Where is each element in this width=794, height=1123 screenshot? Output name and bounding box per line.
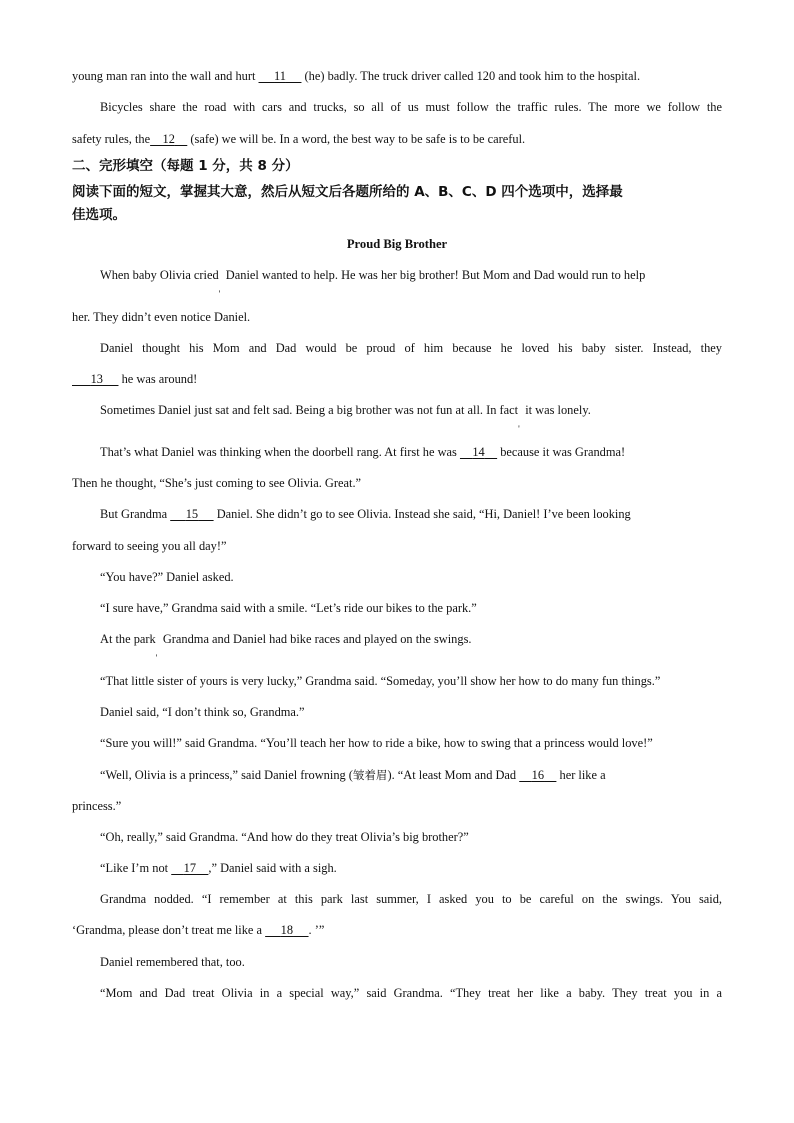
story-paragraph-13: “Oh, really,” said Grandma. “And how do they treat Olivia’s big brother?” bbox=[100, 830, 469, 844]
story-paragraph-4-line-1: That’s what Daniel was thinking when the doorbell rang. At first he was 14 because it was Grandma! bbox=[100, 445, 626, 459]
story-paragraph-3: Sometimes Daniel just sat and felt sad. Being a big brother was not fun at all. In fact it was lonely. bbox=[100, 403, 591, 417]
story-title: Proud Big Brother bbox=[346, 237, 448, 251]
story-paragraph-1-line-1: When baby Olivia cried Daniel wanted to help. He was her big brother! But Mom and Dad would run to help bbox=[100, 268, 646, 282]
blank-13: 13 bbox=[90, 372, 103, 386]
intro-line-3: safety rules, the 12 (safe) we will be. In a word, the best way to be safe is to be careful. bbox=[72, 132, 526, 146]
story-paragraph-4-line-2: Then he thought, “She’s just coming to see Olivia. Great.” bbox=[72, 476, 362, 490]
story-paragraph-12-line-2: princess.” bbox=[72, 799, 122, 813]
story-paragraph-12-line-1: “Well, Olivia is a princess,” said Daniel frowning (皱着眉). “At least Mom and Dad 16 her like a bbox=[100, 768, 606, 782]
story-paragraph-1-line-2: her. They didn’t even notice Daniel. bbox=[72, 310, 251, 324]
blank-11: 11 bbox=[274, 69, 286, 83]
story-paragraph-15-line-2: ‘Grandma, please don’t treat me like a 18 . ’” bbox=[72, 923, 325, 937]
story-paragraph-16: Daniel remembered that, too. bbox=[100, 955, 245, 969]
story-paragraph-2-line-2: 13 he was around! bbox=[72, 371, 722, 387]
story-paragraph-5-line-2: forward to seeing you all day!” bbox=[72, 539, 227, 553]
story-paragraph-7: “I sure have,” Grandma said with a smile. “Let’s ride our bikes to the park.” bbox=[100, 601, 477, 615]
story-paragraph-11: “Sure you will!” said Grandma. “You’ll teach her how to ride a bike, how to swing that a princess would love!” bbox=[100, 736, 653, 750]
story-paragraph-9: “That little sister of yours is very lucky,” Grandma said. “Someday, you’ll show her how to do many fun things.” bbox=[100, 674, 661, 688]
section-instruction-line-1: 阅读下面的短文，掌握其大意，然后从短文后各题所给的 A、B、C、D 四个选项中，选择最 bbox=[72, 184, 623, 200]
blank-16: 16 bbox=[531, 768, 545, 782]
story-paragraph-15-line-1: Grandma nodded. “I remember at this park last summer, I asked you to be careful on the swings. You said, bbox=[100, 892, 722, 906]
blank-15: 15 bbox=[185, 507, 199, 521]
intro-line-1: young man ran into the wall and hurt 11 (he) badly. The truck driver called 120 and took him to the hospital. bbox=[72, 69, 641, 83]
section-instruction-line-2: 佳选项。 bbox=[72, 207, 126, 223]
blank-14: 14 bbox=[472, 445, 485, 459]
story-paragraph-17: “Mom and Dad treat Olivia in a special way,” said Grandma. “They treat her like a baby. They treat you in a bbox=[100, 986, 722, 1000]
story-paragraph-2-line-1: Daniel thought his Mom and Dad would be proud of him because he loved his baby sister. Instead, they bbox=[100, 341, 722, 355]
blank-17: 17 bbox=[183, 861, 197, 875]
blank-12: 12 bbox=[162, 132, 175, 146]
story-paragraph-10: Daniel said, “I don’t think so, Grandma.” bbox=[100, 705, 305, 719]
story-paragraph-8: At the park Grandma and Daniel had bike races and played on the swings. bbox=[100, 632, 472, 646]
story-paragraph-5-line-1: But Grandma 15 Daniel. She didn’t go to see Olivia. Instead she said, “Hi, Daniel! I’ve been looking bbox=[100, 507, 631, 521]
intro-line-2: Bicycles share the road with cars and trucks, so all of us must follow the traffic rules. The more we follow the bbox=[100, 100, 722, 114]
blank-18: 18 bbox=[280, 923, 294, 937]
story-paragraph-14: “Like I’m not 17 ,” Daniel said with a sigh. bbox=[100, 861, 337, 875]
story-paragraph-6: “You have?” Daniel asked. bbox=[100, 570, 234, 584]
section-heading: 二、完形填空（每题 1 分，共 8 分） bbox=[72, 158, 299, 174]
